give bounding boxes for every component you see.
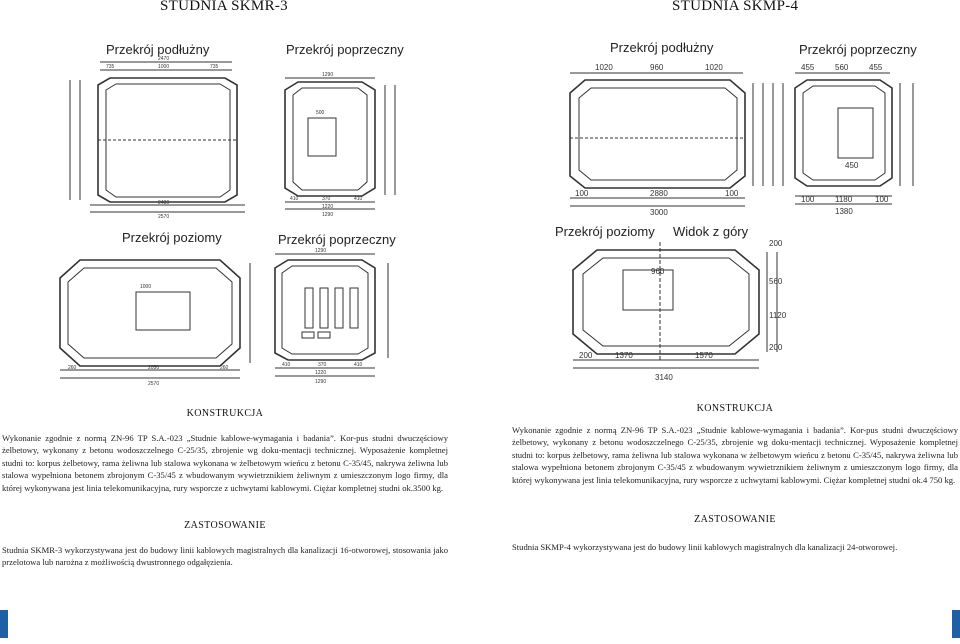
right-accent-tab <box>952 610 960 638</box>
right-dim-horiz-b2: 1570 <box>695 351 713 360</box>
right-drawing-top-svg <box>555 38 960 220</box>
right-dim-cross-p0: 455 <box>801 63 815 72</box>
right-dim-cross-p1: 560 <box>835 63 849 72</box>
right-dim-horiz-b1: 1370 <box>615 351 633 360</box>
left-label-longitudinal: Przekrój podłużny <box>106 42 210 57</box>
left-dim-cross2-b0: 410 <box>282 362 291 368</box>
right-dim-cross-b2: 100 <box>875 195 889 204</box>
right-dim-top-p1: 960 <box>650 63 664 72</box>
right-label-longitudinal: Przekrój podłużny <box>610 40 714 55</box>
right-drawing-top <box>555 38 960 220</box>
right-dim-horiz-total: 3140 <box>655 373 673 382</box>
left-dim-top-p2: 735 <box>210 64 219 70</box>
left-dim-bottom-inner: 2480 <box>158 200 170 206</box>
right-title: STUDNIA SKMP-4 <box>672 0 799 14</box>
right-konstrukcja-text: Wykonanie zgodnie z normą ZN-96 TP S.A.-023 „Studnie kablowe-wymagania i badania”. Kor-pus studni dwuczęściowy żelbetowy, wykonany z betonu wodoszczelnego C-25/35, zbrojenie wg doku-mentacji technicznej. Wyposażenie kompletnej studni to: korpus żelbetowy, rama żeliwna lub stalowa wykonana w żelbetowym wieńcu z betonu C-35/45, nakrywa żeliwna lub stalowa wypełniona betonem zbrojonym C-35/45 z wbudowanym wywietrznikiem żeliwnym z umieszczonym logo firmy, dla której wykonywana jest linia telekomunikacyjna, rury wsporcze z uchwytami kablowymi. Ciężar kompletnej studni ok.4 750 kg. <box>512 425 958 485</box>
left-label-cross: Przekrój poprzeczny <box>286 42 404 57</box>
left-konstrukcja-heading: KONSTRUKCJA <box>186 408 264 419</box>
left-dim-cross-b1: 370 <box>322 196 331 202</box>
right-dim-cross-b0: 100 <box>801 195 815 204</box>
left-dim-cross-total: 1290 <box>322 212 334 218</box>
right-dim-cross-p2: 455 <box>869 63 883 72</box>
right-drawing-bottom-svg <box>555 222 960 397</box>
right-dim-bottom-p1: 2880 <box>650 189 668 198</box>
left-title: STUDNIA SKMR-3 <box>160 0 288 14</box>
right-zastosowanie-text: Studnia SKMP-4 wykorzystywana jest do budowy linii kablowych magistralnych dla kanalizacji 24-otworowej. <box>512 542 898 552</box>
left-dim-top-p1: 1000 <box>158 64 170 70</box>
left-dim-cross-b2: 410 <box>354 196 363 202</box>
left-accent-tab <box>0 610 8 638</box>
left-dim-cross2-inner: 1220 <box>315 370 327 376</box>
left-dim-cross2-b2: 410 <box>354 362 363 368</box>
right-dim-cross-b1: 1180 <box>835 195 853 204</box>
right-zastosowanie-heading: ZASTOSOWANIE <box>694 514 776 525</box>
left-dim-horiz-b0: 260 <box>68 365 77 371</box>
right-dim-bottom-total: 3000 <box>650 208 668 217</box>
right-dim-bottom-p2: 100 <box>725 189 739 198</box>
left-dim-horiz-inner: 1000 <box>140 284 152 290</box>
right-dim-horiz-opening: 960 <box>651 267 665 276</box>
right-label-cross: Przekrój poprzeczny <box>799 42 917 57</box>
right-dim-horiz-v1: 560 <box>769 277 783 286</box>
right-dim-top-p0: 1020 <box>595 63 613 72</box>
right-label-top-view: Widok z góry <box>673 224 749 239</box>
left-zastosowanie-text: Studnia SKMR-3 wykorzystywana jest do budowy linii kablowych magistralnych dla kanalizacji 16-otworowej, stosowania jako przelotowa lub narożna z możliwością dwustronnego odgałęzienia. <box>2 545 448 568</box>
right-dim-horiz-b0: 200 <box>579 351 593 360</box>
left-drawing-top <box>50 40 405 220</box>
right-drawing-bottom <box>555 222 960 397</box>
left-dim-top-total: 2470 <box>158 56 170 62</box>
right-dim-horiz-v2: 1120 <box>769 311 787 320</box>
left-drawing-bottom <box>50 228 405 393</box>
left-dim-bottom-total: 2570 <box>158 214 170 220</box>
right-dim-horiz-v0: 200 <box>769 239 783 248</box>
right-dim-horiz-v3: 200 <box>769 343 783 352</box>
left-dim-horiz-b1: 2050 <box>148 365 160 371</box>
left-dim-cross2-total: 1290 <box>315 379 327 385</box>
right-dim-cross-opening: 450 <box>845 161 859 170</box>
left-label-cross2: Przekrój poprzeczny <box>278 232 396 247</box>
left-konstrukcja-text: Wykonanie zgodnie z normą ZN-96 TP S.A.-023 „Studnie kablowe-wymagania i badania”. Kor-pus studni dwuczęściowy żelbetowy, wykonany z betonu wodoszczelnego C-25/35, zbrojenie wg doku-mentacji technicznej. Wyposażenie kompletnej studni to: korpus żelbetowy, rama żeliwna lub stalowa wykonana w żelbetowym wieńcu z betonu C-35/45, nakrywa żeliwna lub stalowa wypełniona betonem zbrojonym C-35/45 z wbudowanym wywietrznikiem żeliwnym z umieszczonym logo firmy, dla której wykonywana jest linia telekomunikacyjna, rury wsporcze z uchwytami kablowymi. Ciężar kompletnej studni ok.3500 kg. <box>2 433 448 493</box>
right-label-horizontal: Przekrój poziomy <box>555 224 655 239</box>
right-konstrukcja-heading: KONSTRUKCJA <box>696 403 774 414</box>
left-dim-cross2-b1: 370 <box>318 362 327 368</box>
left-dim-cross-b0: 410 <box>290 196 299 202</box>
left-label-horizontal: Przekrój poziomy <box>122 230 222 245</box>
left-dim-cross-inner: 1220 <box>322 204 334 210</box>
left-zastosowanie-heading: ZASTOSOWANIE <box>184 520 266 531</box>
left-dim-cross-opening: 500 <box>316 110 325 116</box>
right-dim-cross-total: 1380 <box>835 207 853 216</box>
left-drawing-top-svg <box>50 40 405 220</box>
left-drawing-bottom-svg <box>50 228 405 393</box>
left-dim-horiz-total: 2570 <box>148 381 160 387</box>
right-dim-top-p2: 1020 <box>705 63 723 72</box>
left-dim-top-p0: 735 <box>106 64 115 70</box>
left-dim-cross-top: 1290 <box>322 72 334 78</box>
left-dim-horiz-b2: 260 <box>220 365 229 371</box>
left-dim-cross2-top: 1290 <box>315 248 327 254</box>
right-dim-bottom-p0: 100 <box>575 189 589 198</box>
